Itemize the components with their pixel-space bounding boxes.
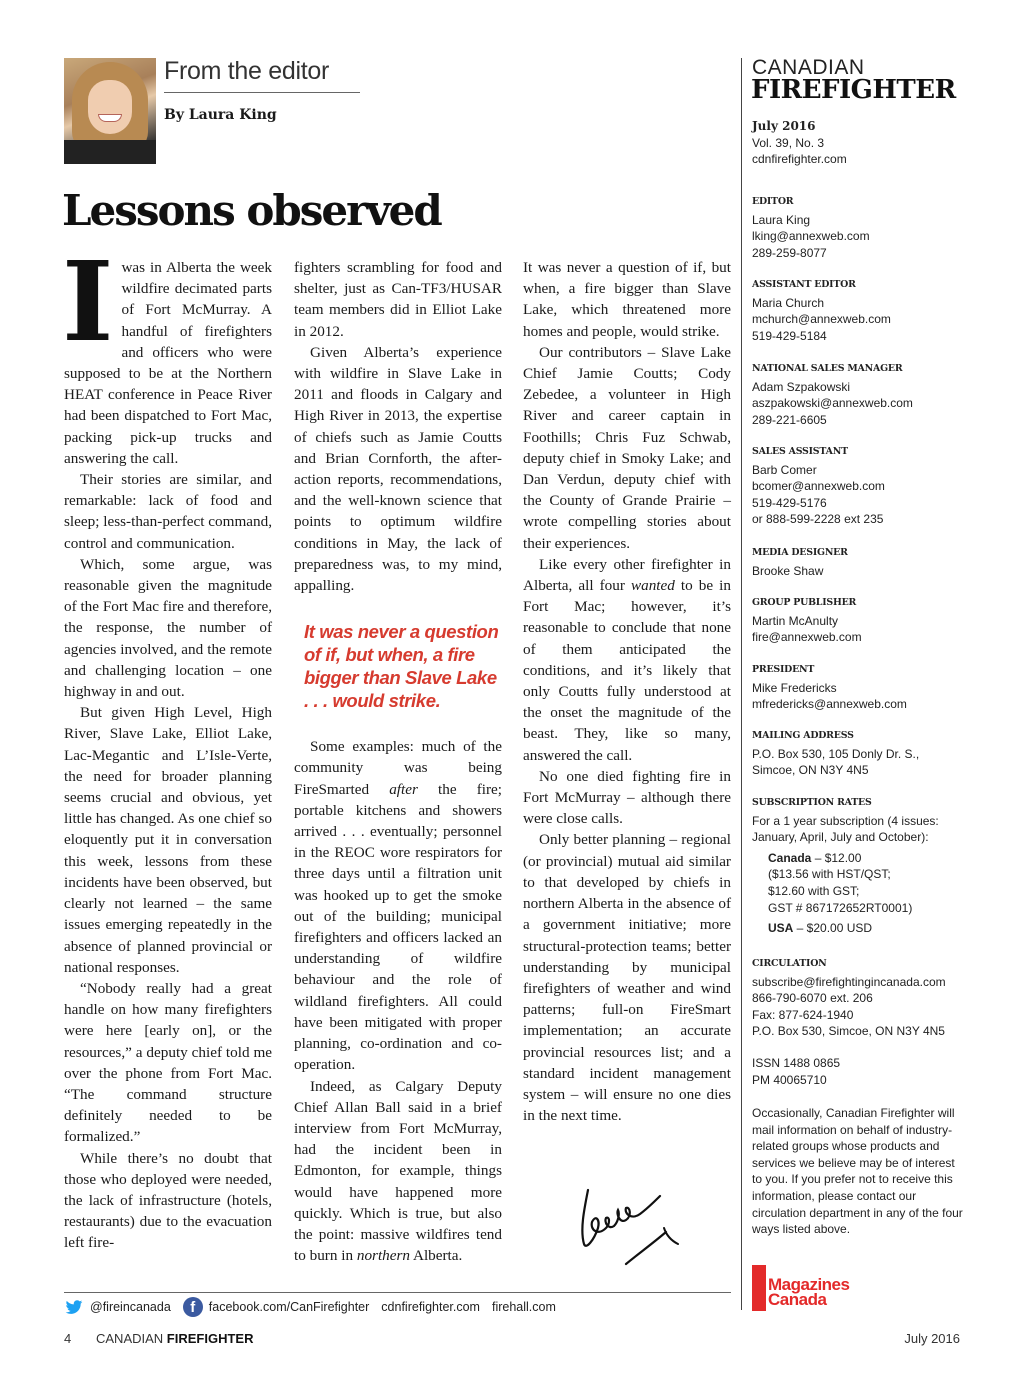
drop-cap: I	[62, 237, 114, 366]
signature	[566, 1170, 686, 1270]
circulation: CIRCULATION subscribe@firefightingincanada.com 866-790-6070 ext. 206 Fax: 877-624-1940 P.O. Box 530, Simcoe, ON N3Y 4N5	[752, 958, 946, 1039]
article-paragraph: Only better planning – regional (or provincial) mutual aid similar to that developed by chiefs in northern Alberta in the absence of a government initiative; more structural-protection teams; better understanding by municipal firefighters of weather and wind patterns; full-on FireSmart implementation; an accurate provincial resources list; and a standard incident management system – will ensure no one dies in the next time.	[523, 831, 731, 1125]
sidebar-rule	[741, 58, 742, 1310]
staff-group-publisher: GROUP PUBLISHER Martin McAnulty fire@annexweb.com	[752, 597, 862, 645]
article-paragraph: Indeed, as Calgary Deputy Chief Allan Ball said in a brief interview from Fort McMurray, had the incident been in Edmonton, for example, things would have happened more quickly. Which is true, but also the point: massive wildfires tend to burn in northern Alberta.	[294, 1077, 502, 1265]
site-link[interactable]: cdnfirefighter.com	[381, 1300, 480, 1314]
page-number: 4	[64, 1331, 72, 1346]
article-column-2	[294, 257, 502, 1266]
article-column-1	[62, 237, 272, 1254]
facebook-link[interactable]: f facebook.com/CanFirefighter	[183, 1297, 370, 1317]
masthead-canadian: CANADIAN	[752, 56, 865, 79]
staff-assistant-editor: ASSISTANT EDITOR Maria Church mchurch@annexweb.com 519-429-5184	[752, 279, 891, 343]
article-paragraph: While there’s no doubt that those who deployed were needed, the lack of infrastructure (hotels, restaurants) due to the evacuation left fire-	[64, 1149, 272, 1252]
article-paragraph: was in Alberta the week wildfire decimated parts of Fort McMurray. A handful of firefighters and officers who were supposed to be at the Northern HEAT conference in Peace River had been dispatched to Fort Mac, packing pick-up trucks and answering the call.	[64, 259, 272, 467]
staff-editor: EDITOR Laura King lking@annexweb.com 289-259-8077	[752, 196, 870, 260]
staff-president: PRESIDENT Mike Fredericks mfredericks@annexweb.com	[752, 664, 907, 712]
social-links	[64, 1296, 568, 1318]
article-paragraph: Like every other firefighter in Alberta, all four wanted to be in Fort Mac; however, it’s reasonable to conclude that none of them anticipated the conditions, and it’s likely that only Coutts fully understood at the onset the magnitude of the beast. They, like so many, answered the call.	[523, 555, 731, 764]
article-paragraph: No one died fighting fire in Fort McMurray – although there were close calls.	[523, 767, 731, 828]
article-paragraph: Given Alberta’s experience with wildfire in Slave Lake in 2011 and floods in Calgary and High River in 2013, the expertise of chiefs such as Jamie Coutts and Brian Cornforth, the after-action reports, recommendations, and the well-known science that points to optimum wildfire conditions in May, the lack of preparedness was, to my mind, appalling.	[294, 343, 502, 595]
article-paragraph: fighters scrambling for food and shelter, just as Can-TF3/HUSAR team members did in Elliot Lake in 2012.	[294, 259, 502, 340]
headline: Lessons observed	[62, 186, 441, 235]
section-title: From the editor	[164, 57, 330, 85]
footer-date: July 2016	[904, 1331, 960, 1346]
article-paragraph: “Nobody really had a great handle on how many firefighters were here [early on], or the resources,” a deputy chief told me over the phone from Fort Mac. “The command structure definitely needed to be formalized.”	[64, 979, 272, 1146]
editor-photo	[64, 58, 156, 164]
footer-magazine-name: CANADIAN FIREFIGHTER	[96, 1331, 254, 1346]
twitter-icon	[64, 1297, 84, 1317]
firehall-link[interactable]: firehall.com	[491, 1300, 556, 1314]
article-column-3	[523, 257, 731, 1126]
facebook-icon: f	[183, 1297, 203, 1317]
magazines-canada-logo: Magazines Canada	[752, 1265, 864, 1311]
mailing-address: MAILING ADDRESS P.O. Box 530, 105 Donly Dr. S., Simcoe, ON N3Y 4N5	[752, 730, 920, 778]
subscription-rates: SUBSCRIPTION RATES For a 1 year subscription (4 issues: January, April, July and October): Canada – $12.00 ($13.56 with HST/QST; $12.60 with GST; GST # 867172652RT0001) USA – $20.00 USD	[752, 797, 939, 936]
twitter-link[interactable]: @fireincanada	[64, 1297, 171, 1317]
footer-rule	[64, 1292, 731, 1293]
mailing-note: Occasionally, Canadian Firefighter will mail information on behalf of industry-related groups whose products and services we believe may be of interest to you. If you prefer not to receive this information, please contact our circulation department in any of the four ways listed above.	[752, 1106, 963, 1237]
article-paragraph: Which, some argue, was reasonable given the magnitude of the Fort Mac fire and therefore, the response, the number of agencies involved, and the remote and challenging location – one highway in and out.	[64, 555, 272, 701]
issue-info	[752, 118, 972, 168]
article-paragraph: It was never a question of if, but when, a fire bigger than Slave Lake, which threatened more homes and people, would strike.	[523, 259, 731, 340]
byline: By Laura King	[164, 107, 277, 123]
issue-site: cdnfirefighter.com	[752, 152, 847, 167]
staff-media-designer: MEDIA DESIGNER Brooke Shaw	[752, 547, 848, 578]
article-paragraph: Our contributors – Slave Lake Chief Jamie Coutts; Cody Zebedee, a volunteer in High River and career captain in Foothills; Chris Fuz Schwab, deputy chief in Smoky Lake; and Dan Verdun, deputy chief with the County of Grande Prairie – wrote compelling stories about their experiences.	[523, 343, 731, 552]
article-paragraph: Their stories are similar, and remarkable: lack of food and sleep; less-than-perfect command, control and communication.	[64, 471, 272, 552]
article-paragraph: But given High Level, High River, Slave Lake, Elliot Lake, Lac-Megantic and L’Isle-Verte, the need for broader planning seems crucial and obvious, yet little has changed. As one chief so eloquently put it in conversation this week, lessons from these incidents have been observed, but clearly not learned – the same issues emerging repeatedly in the absence of planned provincial or national responses.	[64, 704, 272, 976]
masthead-firefighter: FIREFIGHTER	[751, 75, 956, 105]
staff-sales-assistant: SALES ASSISTANT Barb Comer bcomer@annexweb.com 519-429-5176 or 888-599-2228 ext 235	[752, 446, 885, 527]
issue-volume: Vol. 39, No. 3	[752, 135, 825, 150]
pull-quote: It was never a question of if, but when, a fire bigger than Slave Lake . . . would strike.	[304, 621, 499, 712]
section-rule	[164, 92, 360, 93]
issn-info: ISSN 1488 0865 PM 40065710	[752, 1056, 841, 1087]
issue-date: July 2016	[752, 119, 816, 133]
article-paragraph: Some examples: much of the community was being FireSmarted after the fire; portable kitchens and showers arrived . . . eventually; personnel in the REOC wore respirators for three days until a filtration unit was hooked up to get the smoke out of the building; municipal firefighters and officers lacked an understanding of wildfire behaviour and the role of wildland firefighters. All could have been mitigated with proper planning, co-ordination and co-operation.	[294, 738, 502, 1074]
staff-sales-manager: NATIONAL SALES MANAGER Adam Szpakowski aszpakowski@annexweb.com 289-221-6605	[752, 363, 913, 427]
